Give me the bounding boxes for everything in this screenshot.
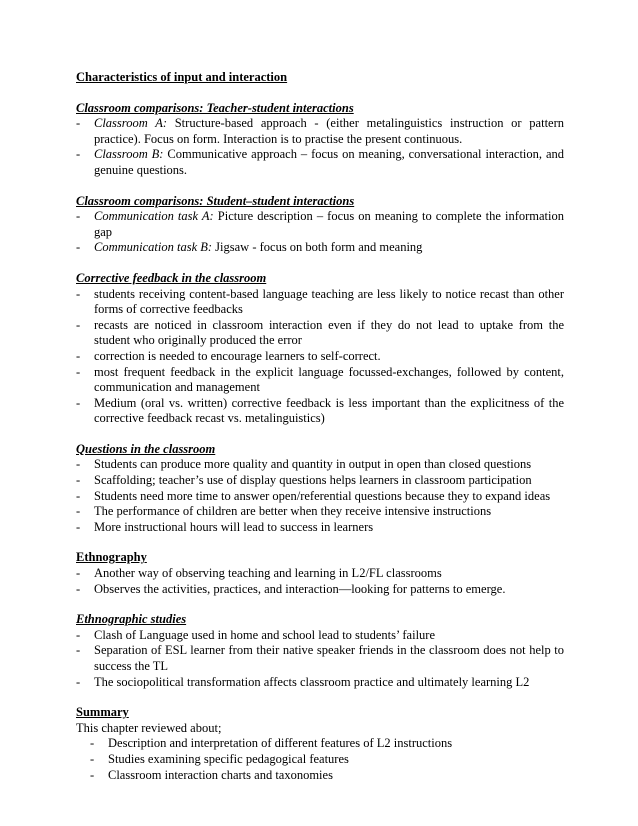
section-ethnographic-studies — [76, 612, 564, 690]
item-text: Observes the activities, practices, and interaction—looking for patterns to emerge. — [94, 581, 506, 596]
section-teacher-student — [76, 101, 564, 179]
list-item — [76, 287, 564, 318]
list-item — [76, 520, 564, 536]
bullet-dash: - — [76, 147, 81, 162]
list-item — [76, 566, 564, 582]
list-item — [76, 396, 564, 427]
list-item — [76, 349, 564, 365]
list-item — [76, 240, 564, 256]
bullet-dash: - — [90, 751, 95, 766]
item-text: Jigsaw - focus on both form and meaning — [212, 240, 423, 255]
section-heading: Classroom comparisons: Student–student interactions — [76, 193, 355, 208]
item-text: The performance of children are better when they receive intensive instructions — [94, 504, 492, 519]
bullet-dash: - — [76, 457, 81, 472]
bullet-dash: - — [76, 674, 81, 689]
section-student-student — [76, 194, 564, 256]
bullet-dash: - — [76, 519, 81, 534]
list-item — [76, 582, 564, 598]
section-heading: Classroom comparisons: Teacher-student interactions — [76, 100, 354, 115]
bullet-dash: - — [76, 364, 81, 379]
item-text: Medium (oral vs. written) corrective feedback is less important than the explicitness of the corrective feedback recast vs. metalinguistics) — [94, 395, 564, 426]
item-text: Scaffolding; teacher’s use of display questions helps learners in classroom participation — [94, 473, 532, 488]
item-text: Structure-based approach - (either metalinguistics instruction or pattern practice). Focus on form. Interaction is to practise the present continuous. — [94, 116, 565, 146]
list-item — [76, 209, 564, 240]
list-item — [76, 365, 564, 396]
item-text: most frequent feedback in the explicit language focussed-exchanges, followed by content, communication and management — [94, 364, 564, 395]
item-text: Classroom interaction charts and taxonomies — [108, 767, 333, 782]
list-item — [76, 473, 564, 489]
section-ethnography — [76, 550, 564, 597]
list-item — [76, 504, 564, 520]
list-item — [76, 643, 564, 674]
section-questions — [76, 442, 564, 536]
section-heading: Questions in the classroom — [76, 441, 216, 456]
bullet-dash: - — [76, 504, 81, 519]
bullet-dash: - — [76, 348, 81, 363]
item-text: Clash of Language used in home and school lead to students’ failure — [94, 627, 435, 642]
item-text: Students can produce more quality and quantity in output in open than closed questions — [94, 457, 532, 472]
bullet-dash: - — [76, 627, 81, 642]
item-label: Classroom B: — [94, 147, 164, 162]
section-heading: Summary — [76, 705, 129, 720]
section-summary — [76, 705, 564, 783]
list-item — [76, 736, 564, 752]
item-label: Classroom A: — [94, 116, 168, 131]
list-item — [76, 318, 564, 349]
item-text: recasts are noticed in classroom interaction even if they do not lead to uptake from the student who originally produced the error — [94, 317, 564, 348]
list-item — [76, 147, 564, 178]
section-corrective-feedback — [76, 271, 564, 427]
bullet-dash: - — [76, 566, 81, 581]
item-text: Studies examining specific pedagogical features — [108, 751, 349, 766]
item-text: Communicative approach – focus on meaning, conversational interaction, and genuine questions. — [94, 147, 565, 177]
bullet-dash: - — [76, 643, 81, 658]
section-heading: Ethnographic studies — [76, 612, 187, 627]
item-text: Students need more time to answer open/referential questions because they to expand ideas — [94, 488, 551, 503]
item-text: Description and interpretation of different features of L2 instructions — [108, 736, 453, 751]
bullet-dash: - — [76, 473, 81, 488]
list-item — [76, 116, 564, 147]
bullet-dash: - — [90, 767, 95, 782]
document-content — [76, 70, 564, 783]
list-item — [76, 675, 564, 691]
bullet-dash: - — [90, 736, 95, 751]
list-item — [76, 752, 564, 768]
bullet-dash: - — [76, 286, 81, 301]
bullet-dash: - — [76, 488, 81, 503]
bullet-dash: - — [76, 240, 81, 255]
document-title: Characteristics of input and interaction — [76, 70, 288, 84]
bullet-dash: - — [76, 395, 81, 410]
section-heading: Corrective feedback in the classroom — [76, 270, 267, 285]
item-text: correction is needed to encourage learners to self-correct. — [94, 348, 381, 363]
list-item — [76, 768, 564, 784]
list-item — [76, 628, 564, 644]
summary-intro: This chapter reviewed about; — [76, 720, 222, 735]
item-label: Communication task A: — [94, 209, 214, 224]
bullet-dash: - — [76, 116, 81, 131]
list-item — [76, 489, 564, 505]
item-text: Picture description – focus on meaning to complete the information gap — [94, 209, 564, 239]
item-label: Communication task B: — [94, 240, 213, 255]
item-text: students receiving content-based language teaching are less likely to notice recast than other forms of corrective feedbacks — [94, 286, 564, 317]
bullet-dash: - — [76, 317, 81, 332]
item-text: More instructional hours will lead to success in learners — [94, 519, 374, 534]
item-text: Separation of ESL learner from their native speaker friends in the classroom does not help to success the TL — [94, 643, 564, 673]
item-text: The sociopolitical transformation affects classroom practice and ultimately learning L2 — [94, 674, 530, 689]
item-text: Another way of observing teaching and learning in L2/FL classrooms — [94, 566, 442, 581]
bullet-dash: - — [76, 581, 81, 596]
list-item — [76, 457, 564, 473]
section-heading: Ethnography — [76, 550, 147, 565]
bullet-dash: - — [76, 209, 81, 224]
